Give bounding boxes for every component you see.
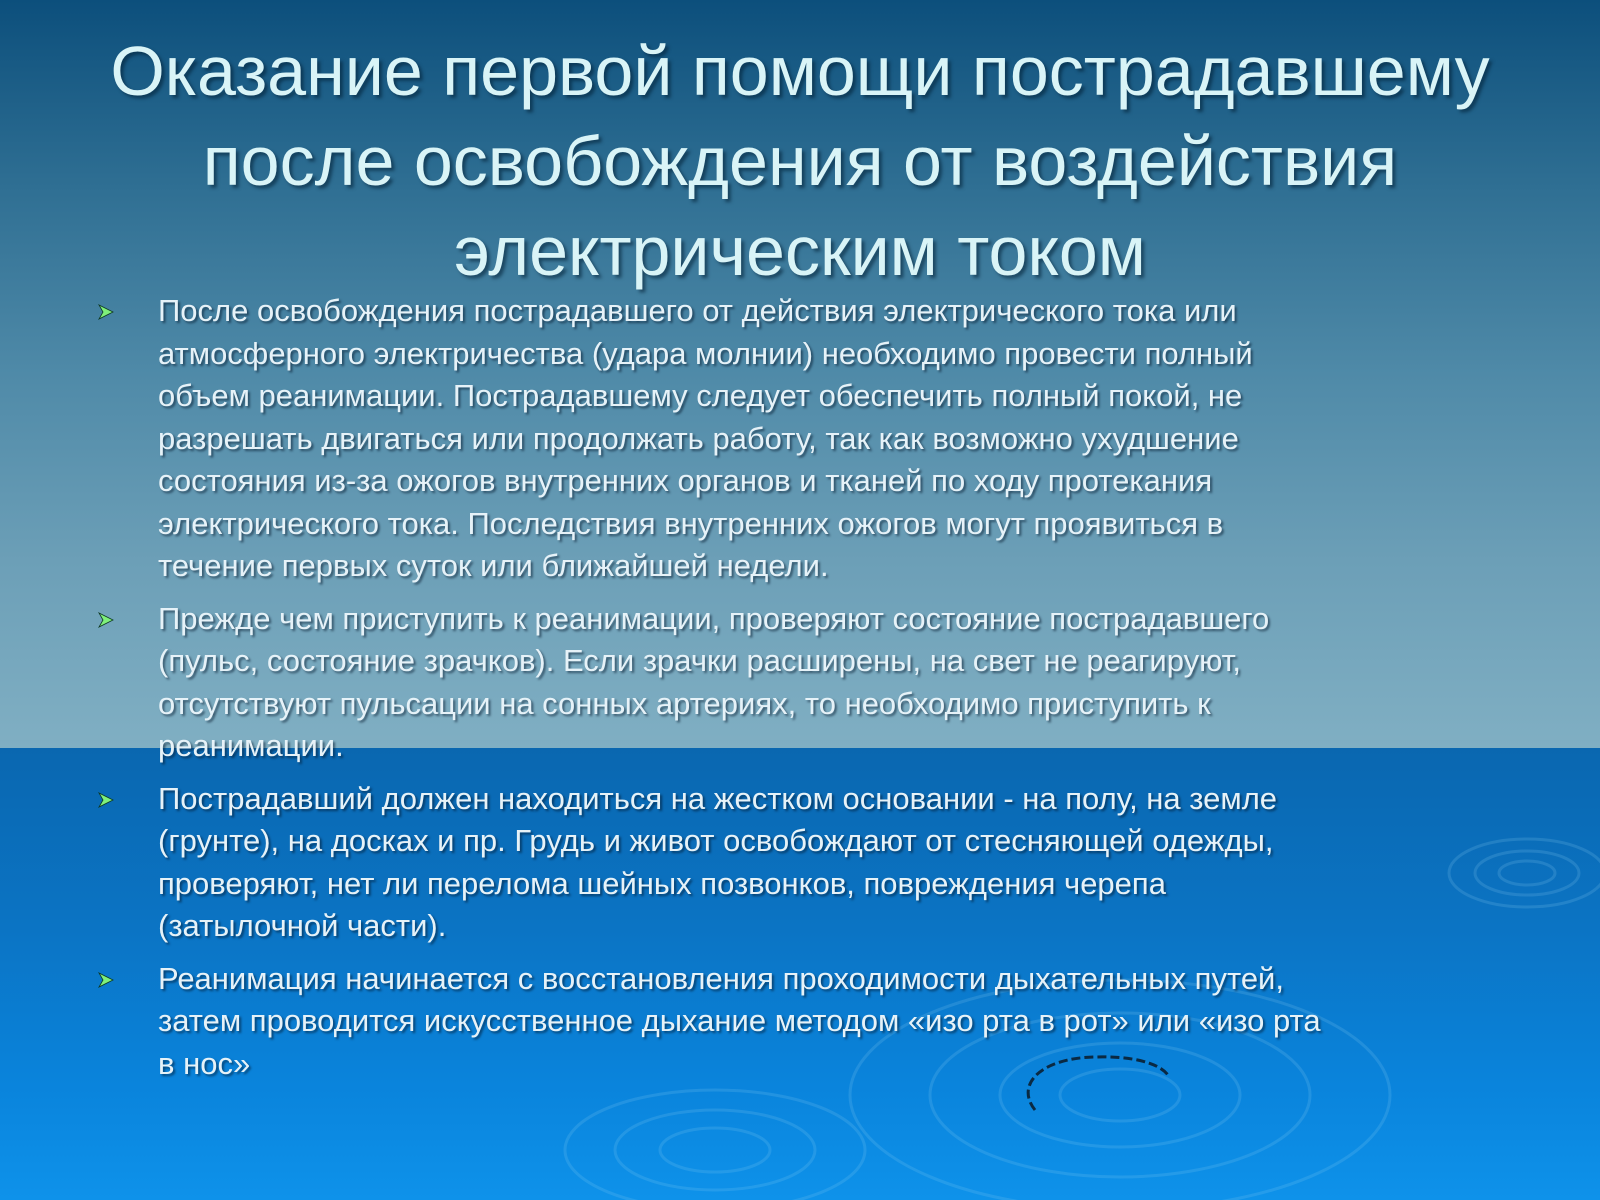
bullet-line: Прежде чем приступить к реанимации, проверяют состояние пострадавшего xyxy=(158,600,1270,636)
slide-title-line: Оказание первой помощи пострадавшему xyxy=(110,32,1490,110)
bullet-item xyxy=(96,958,1536,1086)
slide-title xyxy=(60,26,1540,296)
bullet-line: (затылочной части). xyxy=(158,908,447,943)
bullet-line: реанимации. xyxy=(158,728,344,763)
bullet-line: разрешать двигаться или продолжать работу, так как возможно ухудшение xyxy=(158,420,1239,456)
arrow-bullet-icon xyxy=(96,302,118,322)
bullet-line: электрического тока. Последствия внутренних ожогов могут проявиться в xyxy=(158,505,1224,541)
bullet-text xyxy=(158,778,1536,948)
bullet-line: После освобождения пострадавшего от действия электрического тока или xyxy=(158,293,1237,328)
slide-title-line: после освобождения от воздействия xyxy=(202,122,1398,200)
bullet-text xyxy=(158,598,1536,768)
bullet-item xyxy=(96,290,1536,588)
bullet-item xyxy=(96,598,1536,768)
bullet-line: (грунте), на досках и пр. Грудь и живот освобождают от стесняющей одежды, xyxy=(158,823,1274,858)
bullet-line: затем проводится искусственное дыхание методом «изо рта в рот» или «изо рта xyxy=(158,1003,1321,1038)
arrow-bullet-icon xyxy=(96,790,118,810)
bullet-line: течение первых суток или ближайшей недели. xyxy=(158,548,829,583)
bullet-line: объем реанимации. Пострадавшему следует обеспечить полный покой, не xyxy=(158,378,1243,413)
bullet-list xyxy=(96,290,1536,1095)
bullet-text xyxy=(158,290,1536,588)
bullet-text xyxy=(158,958,1536,1086)
bullet-line: (пульс, состояние зрачков). Если зрачки расширены, на свет не реагируют, xyxy=(158,643,1242,678)
bullet-item xyxy=(96,778,1536,948)
bullet-line: в нос» xyxy=(158,1045,251,1081)
bullet-line: Пострадавший должен находиться на жестком основании - на полу, на земле xyxy=(158,780,1278,816)
bullet-line: проверяют, нет ли перелома шейных позвонков, повреждения черепа xyxy=(158,865,1166,901)
bullet-line: Реанимация начинается с восстановления проходимости дыхательных путей, xyxy=(158,960,1284,996)
slide-title-line: электрическим током xyxy=(454,212,1146,290)
bullet-line: отсутствуют пульсации на сонных артериях, то необходимо приступить к xyxy=(158,685,1211,721)
bullet-line: состояния из-за ожогов внутренних органов и тканей по ходу протекания xyxy=(158,463,1213,498)
arrow-bullet-icon xyxy=(96,610,118,630)
arrow-bullet-icon xyxy=(96,970,118,990)
bullet-line: атмосферного электричества (удара молнии) необходимо провести полный xyxy=(158,335,1253,371)
